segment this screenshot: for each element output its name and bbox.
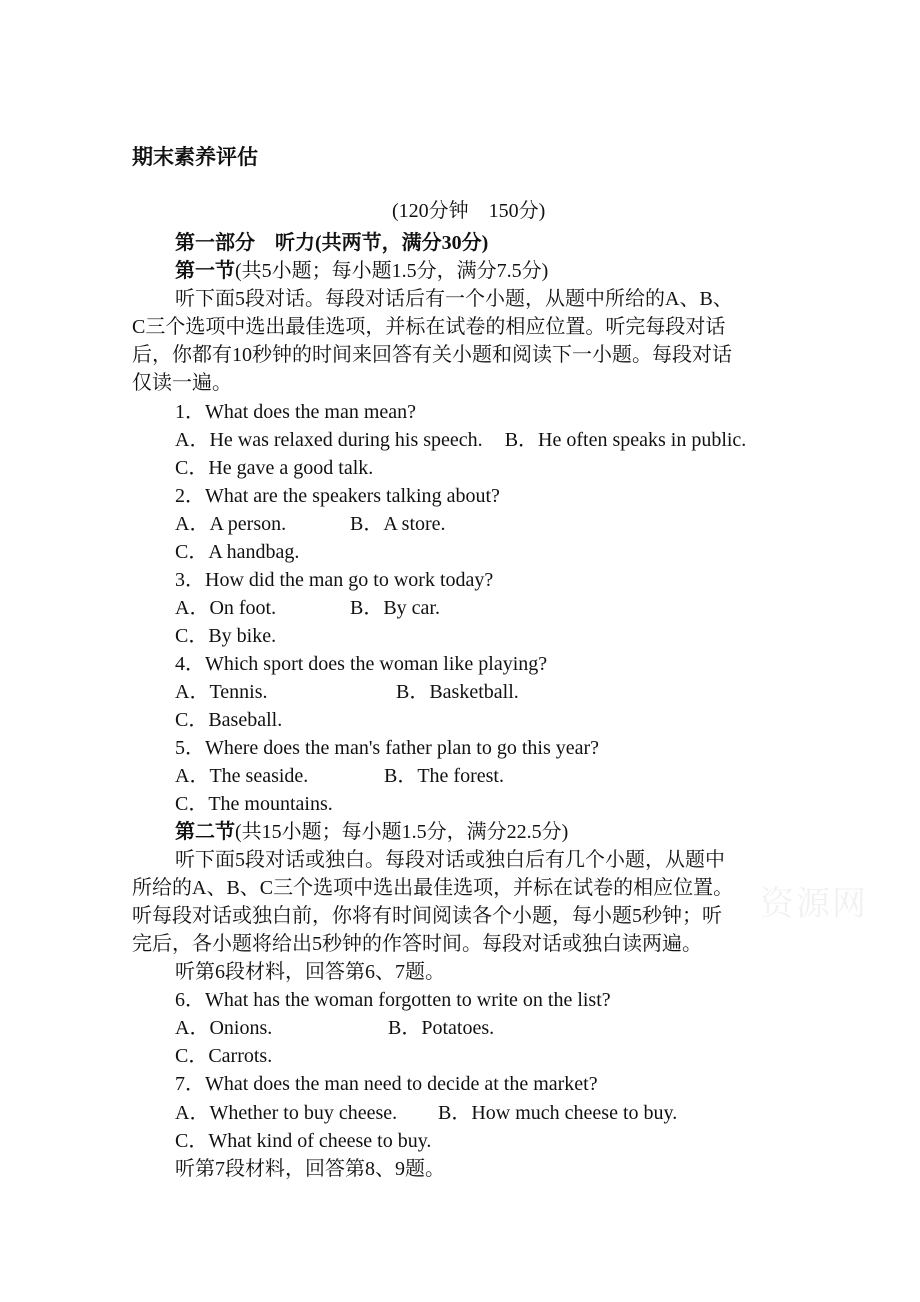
section1-instruction-line: C三个选项中选出最佳选项，并标在试卷的相应位置。听完每段对话 [132,316,726,338]
section1-instruction-line: 听下面5段对话。每段对话后有一个小题，从题中所给的A、B、 [175,288,733,310]
section2-instruction-line: 所给的A、B、C三个选项中选出最佳选项，并标在试卷的相应位置。 [132,877,734,899]
watermark: 资源网 [760,884,868,924]
question-5-stem: 5．Where does the man's father plan to go this year? [175,737,600,759]
question-6-option-a: A．Onions. [175,1017,273,1039]
question-6-stem: 6．What has the woman forgotten to write on the list? [175,989,611,1011]
section1-instruction-line: 后，你都有10秒钟的时间来回答有关小题和阅读下一小题。每段对话 [132,344,732,366]
time-score: (120分钟 150分) [392,200,546,222]
material-7-instruction: 听第7段材料，回答第8、9题。 [175,1158,445,1180]
question-2-option-a: A．A person. [175,513,287,535]
question-4-stem: 4．Which sport does the woman like playing? [175,653,548,675]
question-6-option-c: C．Carrots. [175,1045,273,1067]
question-5-option-b: B．The forest. [384,765,504,787]
question-1-option-c: C．He gave a good talk. [175,457,374,479]
section1-heading [175,257,548,285]
question-1-stem: 1．What does the man mean? [175,401,417,423]
section2-instruction-line: 听每段对话或独白前，你将有时间阅读各个小题，每小题5秒钟；听 [132,905,722,927]
question-6-option-b: B．Potatoes. [388,1017,495,1039]
question-7-option-a: A．Whether to buy cheese. [175,1102,398,1124]
question-2-option-c: C．A handbag. [175,541,300,563]
section1-detail: (共5小题；每小题1.5分，满分7.5分) [235,260,549,282]
section2-instruction-line: 听下面5段对话或独白。每段对话或独白后有几个小题，从题中 [175,849,725,871]
section2-label: 第二节 [175,821,235,843]
question-7-option-c: C．What kind of cheese to buy. [175,1130,432,1152]
question-3-stem: 3．How did the man go to work today? [175,569,494,591]
question-7-option-b: B．How much cheese to buy. [438,1102,678,1124]
page-title: 期末素养评估 [132,145,258,169]
question-3-option-a: A．On foot. [175,597,277,619]
question-4-option-a: A．Tennis. [175,681,268,703]
section2-instruction-line: 完后，各小题将给出5秒钟的作答时间。每段对话或独白读两遍。 [132,933,702,955]
section1-instruction-line: 仅读一遍。 [132,372,232,394]
question-3-option-c: C．By bike. [175,625,277,647]
material-6-instruction: 听第6段材料，回答第6、7题。 [175,961,445,983]
section2-heading [175,818,568,846]
question-7-stem: 7．What does the man need to decide at the market? [175,1073,598,1095]
question-5-option-a: A．The seaside. [175,765,309,787]
question-2-option-b: B．A store. [350,513,446,535]
part1-heading: 第一部分 听力(共两节，满分30分) [175,232,489,254]
question-1-option-a: A．He was relaxed during his speech. [175,429,483,451]
section2-detail: (共15小题；每小题1.5分，满分22.5分) [235,821,569,843]
question-3-option-b: B．By car. [350,597,440,619]
question-4-option-c: C．Baseball. [175,709,283,731]
question-2-stem: 2．What are the speakers talking about? [175,485,500,507]
question-5-option-c: C．The mountains. [175,793,333,815]
question-1-options-row [175,426,746,454]
question-4-option-b: B．Basketball. [396,681,519,703]
section1-label: 第一节 [175,260,235,282]
question-1-option-b: B．He often speaks in public. [504,429,747,451]
